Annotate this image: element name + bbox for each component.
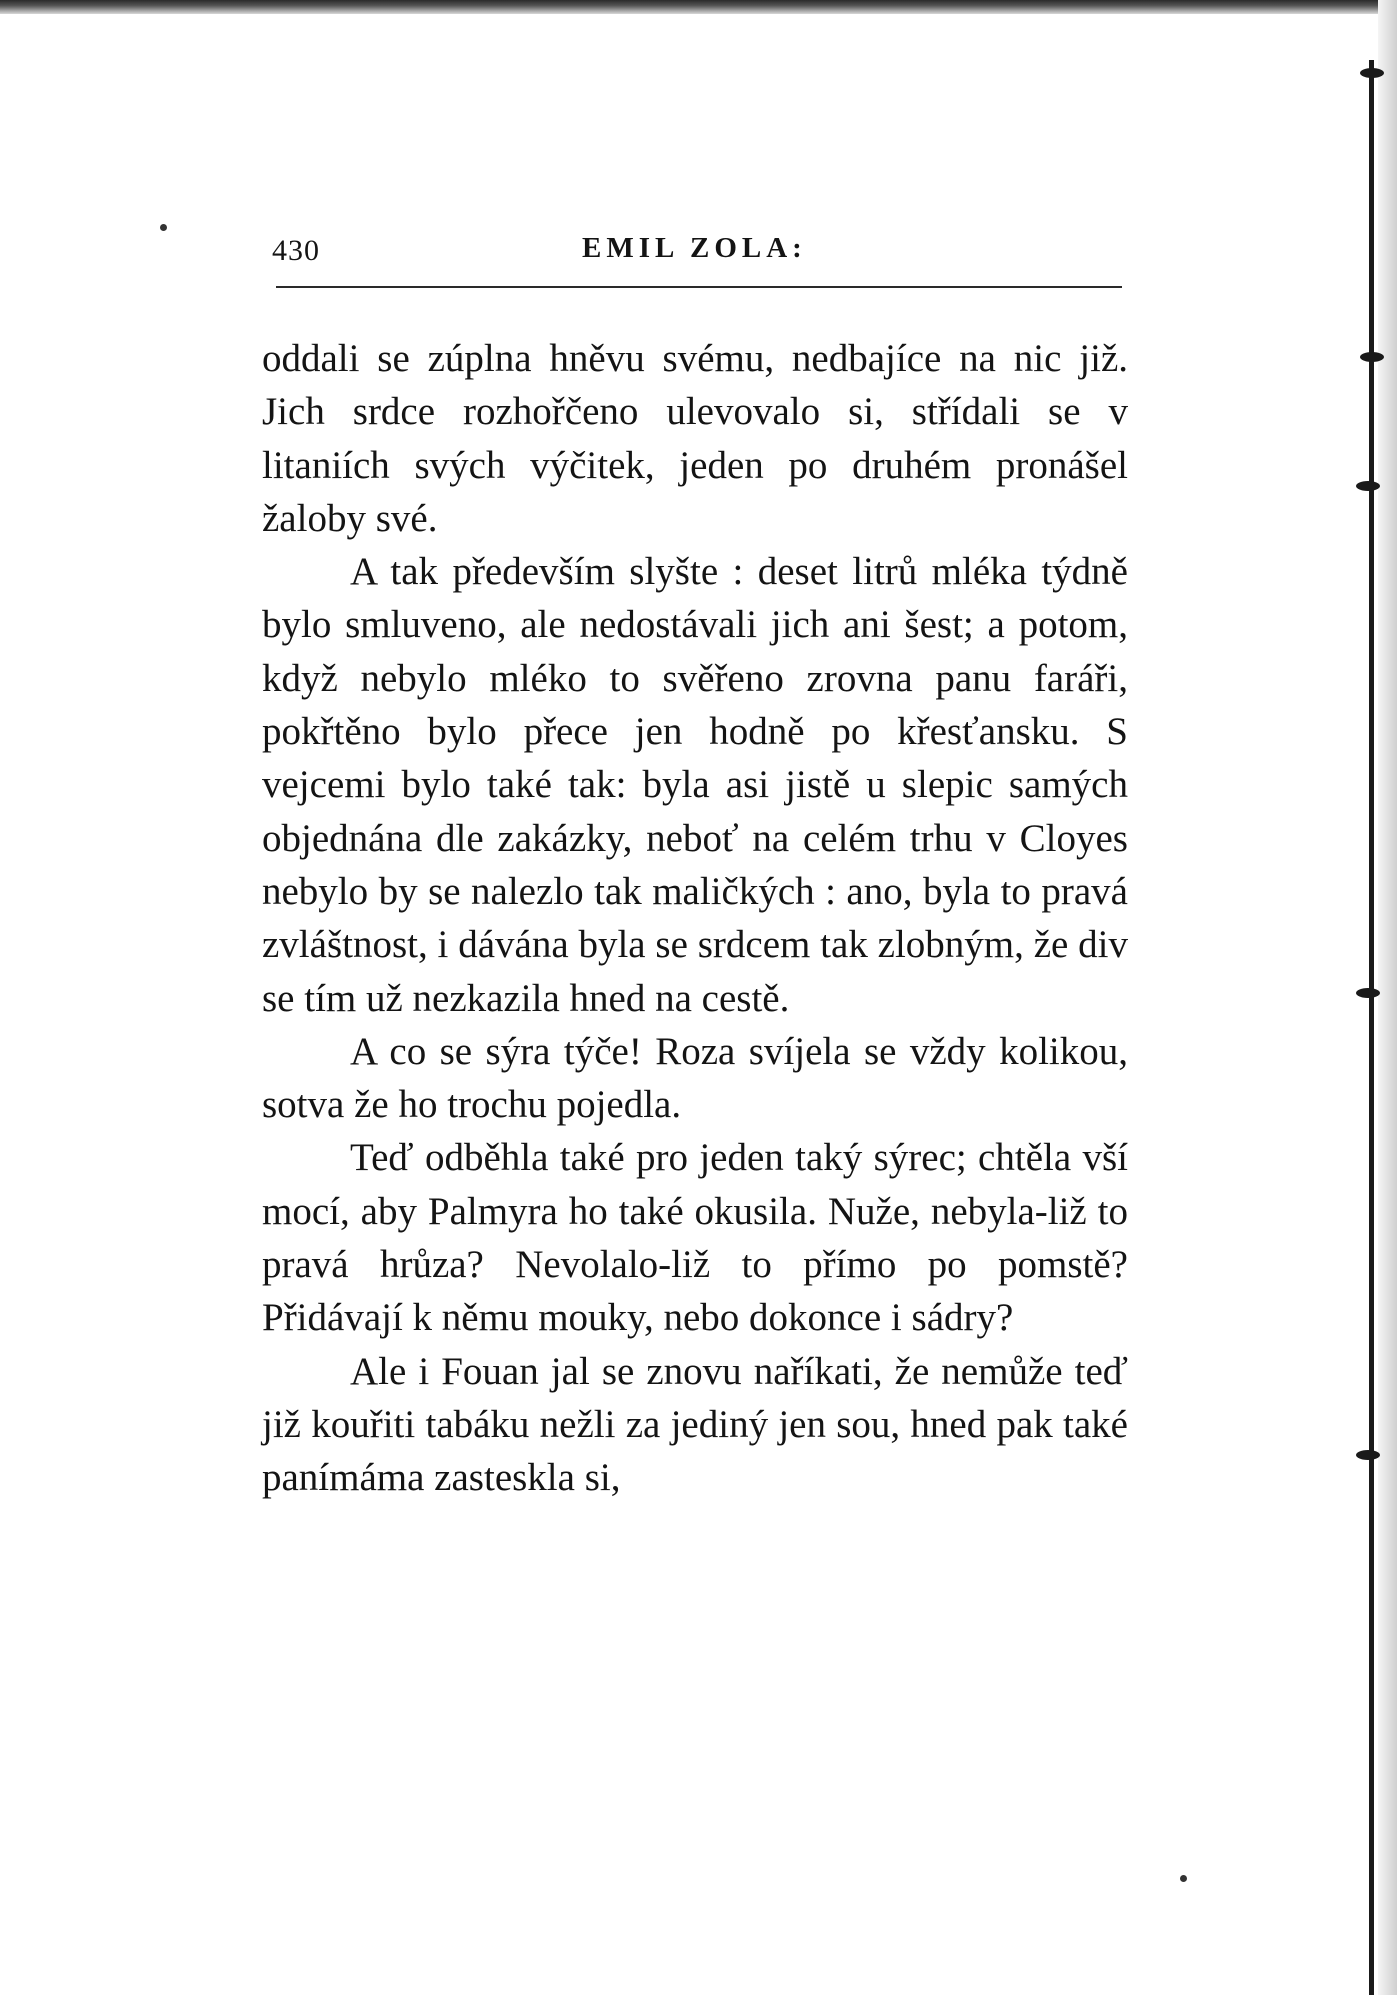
- page-header: [262, 230, 1128, 284]
- binding-mark: [1360, 68, 1384, 78]
- paragraph: A tak především slyšte : deset litrů mléka týdně bylo smluveno, ale nedostávali jich ani šest; a potom, když nebylo mléko to svěřeno zrovna panu faráři, pokřtěno bylo přece jen hodně po křesťansku. S vejcemi bylo také tak: byla asi jistě u slepic samých objednána dle zakázky, neboť na celém trhu v Cloyes nebylo by se nalezlo tak maličkých : ano, byla to pravá zvláštnost, i dávána byla se srdcem tak zlobným, že div se tím už nezkazila hned na cestě.: [262, 550, 1128, 1020]
- scan-top-edge: [0, 0, 1397, 14]
- book-page: [262, 230, 1128, 1500]
- binding-line: [1369, 60, 1374, 1995]
- binding-mark: [1356, 988, 1380, 998]
- running-head: EMIL ZOLA:: [582, 232, 807, 264]
- binding-edge: [1378, 0, 1397, 1995]
- paragraph: oddali se zúplna hněvu svému, nedbajíce na nic již. Jich srdce rozhořčeno ulevovalo si, střídali se v litaniích svých výčitek, jeden po druhém pronášel žaloby své.: [262, 337, 1128, 540]
- paragraph: Teď odběhla také pro jeden taký sýrec; chtěla vší mocí, aby Palmyra ho také okusila. Nuže, nebyla-liž to pravá hrůza? Nevolalo-liž to přímo po pomstě? Přidávají k němu mouky, nebo dokonce i sádry?: [262, 1136, 1128, 1340]
- binding-mark: [1356, 1450, 1380, 1460]
- binding-mark: [1356, 481, 1380, 491]
- body-text: [262, 332, 1128, 1505]
- speck: [160, 224, 167, 231]
- speck: [1180, 1875, 1187, 1882]
- page-number: 430: [272, 234, 320, 267]
- binding-mark: [1360, 352, 1384, 362]
- paragraph: A co se sýra týče! Roza svíjela se vždy kolikou, sotva že ho trochu pojedla.: [262, 1029, 1128, 1127]
- paragraph: Ale i Fouan jal se znovu naříkati, že nemůže teď již kouřiti tabáku nežli za jediný jen sou, hned pak také panímáma zasteskla si,: [262, 1349, 1128, 1500]
- header-rule: [276, 286, 1122, 288]
